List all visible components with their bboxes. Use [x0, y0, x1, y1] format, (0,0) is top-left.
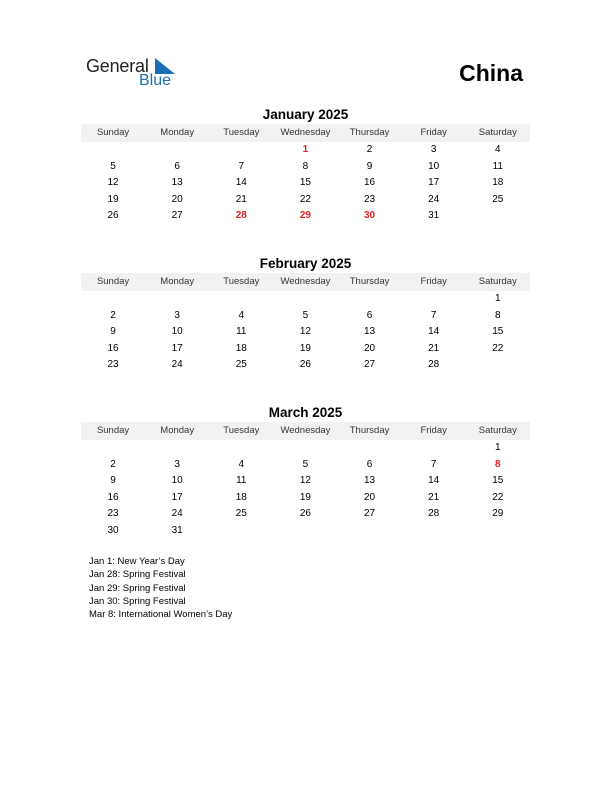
day-cell: 27 [364, 359, 376, 371]
day-cell: 1 [495, 293, 501, 304]
day-cell: 19 [299, 491, 311, 503]
holiday-entry: Jan 29: Spring Festival [89, 582, 186, 594]
day-cell: 21 [428, 491, 440, 503]
weekday-label: Monday [160, 127, 195, 138]
week-row [81, 473, 530, 490]
month-title: March 2025 [268, 405, 343, 420]
day-cell: 18 [235, 491, 247, 503]
day-cell: 1 [302, 144, 309, 155]
day-cell: 23 [364, 193, 376, 205]
day-cell: 11 [236, 326, 247, 338]
week-row [81, 324, 530, 341]
empty-day-cell [466, 523, 530, 540]
day-cell: 16 [107, 491, 119, 503]
weekday-label: Friday [420, 425, 447, 436]
day-cell: 2 [110, 309, 116, 321]
day-cell: 28 [428, 359, 440, 371]
day-cell: 31 [428, 210, 440, 222]
day-cell: 26 [107, 210, 119, 222]
month-block [81, 107, 530, 225]
day-cell: 22 [492, 491, 504, 503]
day-cell: 12 [107, 177, 119, 189]
week-row [81, 523, 530, 540]
day-cell: 30 [364, 210, 376, 222]
week-row [81, 457, 530, 474]
day-cell: 6 [366, 458, 373, 470]
empty-day-cell [338, 523, 402, 540]
day-cell: 19 [299, 342, 311, 354]
generalblue-logo [86, 56, 186, 92]
day-cell: 14 [235, 177, 247, 189]
day-cell: 7 [430, 458, 437, 470]
day-cell: 7 [430, 309, 437, 321]
weekday-label: Tuesday [223, 276, 260, 287]
weekday-label: Wednesday [280, 127, 331, 138]
day-cell: 12 [299, 475, 311, 487]
day-cell: 10 [171, 475, 183, 487]
day-cell: 27 [364, 508, 376, 520]
day-cell: 2 [110, 458, 116, 470]
empty-day-cell [402, 440, 466, 457]
day-cell: 29 [299, 210, 311, 222]
day-cell: 26 [299, 508, 311, 520]
day-cell: 24 [171, 359, 183, 371]
empty-day-cell [209, 523, 273, 540]
day-cell: 20 [364, 491, 376, 503]
day-cell: 18 [235, 342, 247, 354]
day-cell: 22 [492, 342, 504, 354]
weekday-label: Tuesday [223, 127, 260, 138]
month-title: January 2025 [262, 107, 349, 122]
week-row [81, 341, 530, 358]
day-cell: 20 [364, 342, 376, 354]
day-cell: 18 [492, 177, 504, 189]
day-cell: 25 [492, 193, 504, 205]
day-cell: 5 [302, 309, 309, 321]
month-block [81, 405, 530, 540]
week-row [81, 357, 530, 374]
weekday-label: Wednesday [280, 425, 331, 436]
weekday-label: Sunday [96, 276, 130, 287]
holiday-entry: Jan 1: New Year’s Day [89, 556, 185, 567]
day-cell: 27 [171, 210, 183, 222]
day-cell: 13 [364, 475, 376, 487]
day-cell: 26 [299, 359, 311, 371]
week-row [81, 291, 530, 308]
day-cell: 3 [430, 144, 437, 155]
weekday-label: Saturday [478, 425, 517, 436]
week-row [81, 192, 530, 209]
day-cell: 28 [235, 210, 247, 222]
week-row [81, 506, 530, 523]
day-cell: 15 [299, 177, 311, 189]
day-cell: 2 [366, 144, 373, 155]
logo-text-blue: Blue [139, 72, 172, 89]
day-cell: 20 [171, 193, 183, 205]
weekday-header-row [81, 422, 530, 440]
day-cell: 3 [174, 458, 180, 470]
day-cell: 16 [107, 342, 119, 354]
empty-day-cell [466, 357, 530, 374]
weekday-label: Thursday [349, 425, 390, 436]
day-cell: 12 [299, 326, 311, 338]
day-cell: 10 [428, 160, 440, 172]
holiday-entry: Jan 30: Spring Festival [89, 595, 186, 607]
empty-day-cell [81, 142, 145, 159]
empty-day-cell [209, 142, 273, 159]
weekday-label: Thursday [349, 127, 390, 138]
day-cell: 22 [299, 193, 311, 205]
holiday-list [89, 555, 232, 621]
day-cell: 6 [366, 309, 373, 321]
day-cell: 6 [174, 160, 180, 172]
month-block [81, 256, 530, 374]
weekday-label: Monday [160, 276, 195, 287]
day-cell: 4 [238, 458, 245, 470]
empty-day-cell [145, 440, 209, 457]
day-cell: 4 [238, 309, 245, 321]
empty-day-cell [209, 440, 273, 457]
empty-day-cell [209, 291, 273, 308]
day-cell: 10 [171, 326, 183, 338]
empty-day-cell [402, 291, 466, 308]
empty-day-cell [273, 440, 337, 457]
day-cell: 30 [107, 524, 119, 536]
day-cell: 15 [492, 326, 504, 338]
weekday-label: Tuesday [223, 425, 260, 436]
day-cell: 23 [107, 359, 119, 371]
day-cell: 14 [428, 326, 440, 338]
weekday-label: Sunday [96, 127, 130, 138]
weekday-label: Friday [420, 276, 447, 287]
day-cell: 8 [495, 458, 501, 470]
empty-day-cell [402, 523, 466, 540]
day-cell: 15 [492, 475, 504, 487]
weekday-label: Saturday [478, 276, 517, 287]
weekday-header-row [81, 273, 530, 291]
day-cell: 21 [428, 342, 440, 354]
day-cell: 9 [366, 160, 373, 172]
empty-day-cell [466, 208, 530, 225]
day-cell: 13 [171, 177, 183, 189]
empty-day-cell [81, 440, 145, 457]
week-row [81, 208, 530, 225]
empty-day-cell [81, 291, 145, 308]
day-cell: 23 [107, 508, 119, 520]
day-cell: 16 [364, 177, 376, 189]
day-cell: 3 [174, 309, 180, 321]
day-cell: 11 [492, 160, 503, 172]
day-cell: 25 [235, 508, 247, 520]
day-cell: 17 [171, 491, 183, 503]
empty-day-cell [338, 440, 402, 457]
day-cell: 21 [235, 193, 247, 205]
empty-day-cell [145, 142, 209, 159]
week-row [81, 159, 530, 176]
day-cell: 5 [302, 458, 309, 470]
day-cell: 25 [235, 359, 247, 371]
weekday-label: Friday [420, 127, 447, 138]
country-title: China [459, 60, 523, 86]
weekday-label: Wednesday [280, 276, 331, 287]
empty-day-cell [273, 291, 337, 308]
day-cell: 8 [302, 160, 309, 172]
week-row [81, 175, 530, 192]
day-cell: 9 [110, 475, 116, 487]
day-cell: 17 [171, 342, 183, 354]
day-cell: 24 [428, 193, 440, 205]
day-cell: 14 [428, 475, 440, 487]
day-cell: 1 [495, 442, 501, 453]
weekday-header-row [81, 124, 530, 142]
day-cell: 7 [238, 160, 245, 172]
day-cell: 5 [110, 160, 116, 172]
month-title: February 2025 [259, 256, 352, 271]
weekday-label: Saturday [478, 127, 517, 138]
week-row [81, 440, 530, 457]
holiday-entry: Jan 28: Spring Festival [89, 569, 186, 581]
weekday-label: Monday [160, 425, 195, 436]
day-cell: 11 [236, 475, 247, 487]
day-cell: 29 [492, 508, 504, 520]
week-row [81, 490, 530, 507]
day-cell: 13 [364, 326, 376, 338]
week-row [81, 142, 530, 159]
holiday-entry: Mar 8: International Women’s Day [89, 609, 233, 621]
day-cell: 19 [107, 193, 119, 205]
empty-day-cell [338, 291, 402, 308]
week-row [81, 308, 530, 325]
day-cell: 31 [171, 524, 183, 536]
weekday-label: Thursday [349, 276, 390, 287]
weekday-label: Sunday [96, 425, 130, 436]
logo-text-general: General [86, 56, 149, 76]
empty-day-cell [273, 523, 337, 540]
day-cell: 4 [495, 144, 501, 155]
day-cell: 17 [428, 177, 440, 189]
day-cell: 24 [171, 508, 183, 520]
day-cell: 9 [110, 326, 116, 338]
empty-day-cell [145, 291, 209, 308]
day-cell: 28 [428, 508, 440, 520]
day-cell: 8 [495, 309, 501, 321]
